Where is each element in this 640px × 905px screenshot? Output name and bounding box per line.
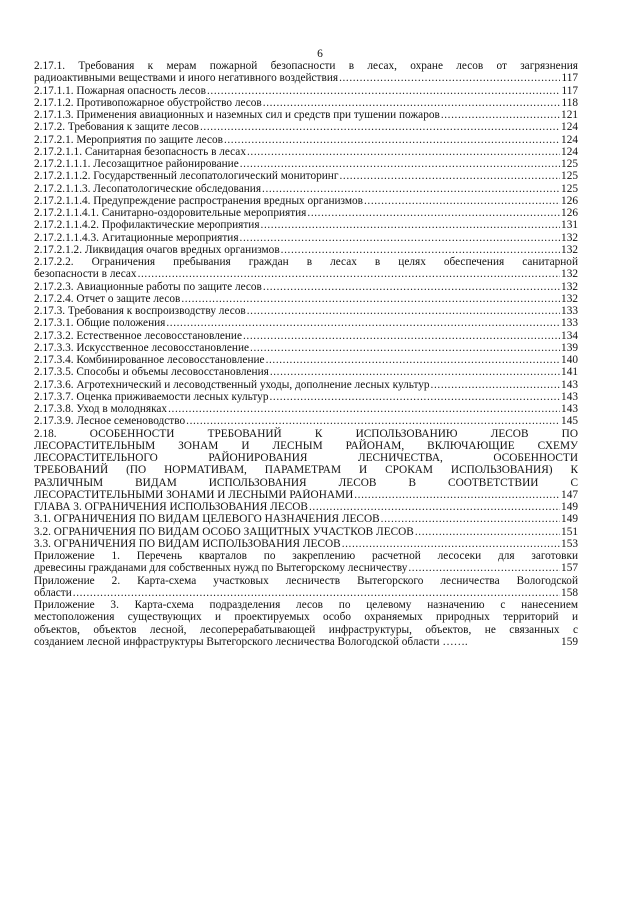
toc-page-number: 125 [561, 158, 578, 170]
toc-entry-title: 2.17.3.4. Комбинированное лесовосстановление [34, 354, 265, 366]
toc-entry-line: объектов, объектов лесной, лесоперерабатывающей инфраструктуры, объектов, не связанных с [34, 623, 578, 636]
toc-entry-title: 2.17.2.1.2. Ликвидация очагов вредных организмов [34, 243, 280, 256]
toc-page-number: 132 [561, 268, 578, 281]
dot-leader [166, 317, 560, 329]
dot-leader [73, 587, 560, 599]
toc-entry-title: 2.17.2.1.1.2. Государственный лесопатологический мониторинг [34, 170, 339, 183]
toc-entry-line: Приложение 3. Карта-схема подразделения лесов по целевому назначению с нанесением [34, 599, 578, 611]
toc-entry-title: 2.17.2.1.1.4.3. Агитационные мероприятия [34, 231, 239, 244]
dot-leader [309, 501, 560, 513]
dot-leader [263, 281, 560, 293]
dot-leader [138, 268, 560, 280]
toc-entry-title: области [34, 586, 72, 599]
toc-entry-title: 2.17.2.1.1.1. Лесозащитное районирование [34, 158, 239, 170]
toc-entry[interactable] [34, 342, 578, 354]
toc-entry[interactable] [34, 146, 578, 158]
toc-page-number: 117 [561, 84, 578, 97]
toc-entry[interactable] [34, 317, 578, 329]
dot-leader [307, 207, 560, 219]
toc-entry[interactable] [34, 170, 578, 182]
dot-leader [181, 293, 560, 305]
toc-page-number: 141 [561, 366, 578, 379]
toc-page-number: 124 [561, 145, 578, 158]
toc-entry[interactable] [34, 60, 578, 85]
toc-page-number: 132 [561, 280, 578, 293]
dot-leader [270, 366, 560, 378]
dot-leader [261, 219, 561, 231]
toc-entry-title: 2.17.2.1. Мероприятия по защите лесов [34, 133, 223, 146]
toc-entry-title: 2.17.2.1.1. Санитарная безопасность в лесах [34, 145, 246, 158]
toc-entry[interactable] [34, 538, 578, 550]
toc-entry-line: 2.17.1. Требования к мерам пожарной безопасности в лесах, охране лесов от загрязнения [34, 60, 578, 72]
toc-entry-line: ЛЕСОРАСТИТЕЛЬНЫМ ЗОНАМ И ЛЕСНЫМ РАЙОНАМ, ВКЛЮЧАЮЩИЕ СХЕМУ [34, 439, 578, 452]
toc-entry-title: радиоактивными веществами и иного негативного воздействия [34, 72, 339, 85]
toc-entry[interactable] [34, 195, 578, 207]
toc-entry-title: безопасности в лесах [34, 268, 137, 281]
toc-page-number: 133 [561, 317, 578, 330]
dot-leader [243, 330, 560, 342]
dot-leader [408, 562, 560, 574]
dot-leader [207, 85, 560, 97]
toc-page-number: 143 [561, 390, 578, 403]
toc-entry[interactable] [34, 207, 578, 219]
toc-entry[interactable] [34, 415, 578, 427]
toc-page-number: 149 [561, 501, 578, 513]
page-number: 6 [317, 48, 323, 60]
toc-entry[interactable] [34, 121, 578, 133]
toc-entry-line: местоположения существующих и проектируемых особо охраняемых природных территорий и [34, 611, 578, 624]
dot-leader [364, 195, 560, 207]
toc-page-number: 132 [561, 292, 578, 305]
toc-page-number: 117 [561, 72, 578, 85]
toc-entry-title: 2.17.2. Требования к защите лесов [34, 121, 199, 134]
toc-entry-line: ТРЕБОВАНИЙ (ПО НОРМАТИВАМ, ПАРАМЕТРАМ И СРОКАМ ИСПОЛЬЗОВАНИЯ) К [34, 464, 578, 477]
toc-entry[interactable] [34, 232, 578, 244]
toc-page-number: 132 [561, 231, 578, 244]
dot-leader [269, 391, 560, 403]
toc-page-number: 158 [561, 586, 578, 599]
toc-entry-title: 2.17.1.1. Пожарная опасность лесов [34, 84, 206, 97]
toc-entry[interactable] [34, 575, 578, 600]
dot-leader [247, 305, 560, 317]
toc-entry-title: 2.17.2.1.1.4.2. Профилактические мероприятия [34, 219, 260, 232]
dot-leader [240, 158, 560, 170]
toc-page-number: 159 [561, 635, 578, 648]
toc-entry-line: Приложение 1. Перечень кварталов по закреплению расчетной лесосеки для заготовки [34, 550, 578, 562]
toc-entry[interactable] [34, 513, 578, 525]
toc-entry[interactable] [34, 501, 578, 513]
toc-entry[interactable] [34, 354, 578, 366]
toc-entry-title: 2.17.1.3. Применения авиационных и наземных сил и средств при тушении пожаров [34, 109, 440, 121]
dot-leader [441, 109, 560, 121]
toc-entry-title: 2.17.2.1.1.4. Предупреждение распространения вредных организмов [34, 194, 363, 207]
dot-leader [431, 379, 561, 391]
toc-page-number: 143 [561, 378, 578, 391]
toc-entry[interactable] [34, 109, 578, 121]
toc-entry[interactable] [34, 330, 578, 342]
toc-page-number: 126 [561, 194, 578, 207]
toc-entry[interactable] [34, 293, 578, 305]
toc-entry[interactable] [34, 526, 578, 538]
dot-leader [240, 232, 561, 244]
dot-leader [281, 244, 560, 256]
toc-entry[interactable] [34, 281, 578, 293]
toc-page-number: 157 [561, 562, 578, 575]
dot-leader [250, 342, 560, 354]
toc-entry[interactable] [34, 158, 578, 170]
toc-page-number: 143 [561, 403, 578, 415]
toc-page-number: 139 [561, 341, 578, 354]
dot-leader [339, 72, 560, 84]
toc-entry-title: 2.17.2.1.1.3. Лесопатологические обследования [34, 182, 262, 195]
toc-entry[interactable] [34, 244, 578, 256]
toc-page-number: 131 [561, 219, 578, 232]
toc-entry-line: 2.18. ОСОБЕННОСТИ ТРЕБОВАНИЙ К ИСПОЛЬЗОВАНИЮ ЛЕСОВ ПО [34, 427, 578, 440]
toc-page-number: 149 [561, 513, 578, 526]
toc-entry-title: 2.17.3.6. Агротехнический и лесоводственный уходы, дополнение лесных культур [34, 378, 430, 391]
toc-entry-title: 2.17.3.7. Оценка приживаемости лесных культур [34, 390, 269, 403]
toc-entry[interactable] [34, 403, 578, 415]
toc-page-number: 118 [561, 96, 578, 109]
toc-page-number: 147 [561, 488, 578, 501]
toc-entry-title: 2.17.3.2. Естественное лесовосстановление [34, 329, 242, 342]
toc-entry[interactable] [34, 305, 578, 317]
toc-page-number: 132 [561, 243, 578, 256]
toc-entry[interactable] [34, 219, 578, 231]
dot-leader [262, 183, 560, 195]
toc-entry-title: ГЛАВА 3. ОГРАНИЧЕНИЯ ИСПОЛЬЗОВАНИЯ ЛЕСОВ [34, 501, 308, 513]
dot-leader [339, 170, 560, 182]
toc-entry-line: Приложение 2. Карта-схема участковых лесничеств Вытегорского лесничества Вологодской [34, 574, 578, 587]
toc-page-number: 121 [561, 109, 578, 121]
toc-page-number: 153 [561, 537, 578, 550]
toc-page-number: 140 [561, 354, 578, 366]
toc-entry-title: 2.17.1.2. Противопожарное обустройство лесов [34, 96, 262, 109]
toc-entry-title: 3.3. ОГРАНИЧЕНИЯ ПО ВИДАМ ИСПОЛЬЗОВАНИЯ ЛЕСОВ [34, 537, 341, 550]
toc-entry-line: РАЗЛИЧНЫМ ВИДАМ ИСПОЛЬЗОВАНИЯ ЛЕСОВ В СООТВЕТСТВИИ С [34, 476, 578, 489]
toc-entry-title: древесины гражданами для собственных нужд по Вытегорскому лесничеству [34, 562, 408, 575]
toc-entry-title: 2.17.3.1. Общие положения [34, 317, 166, 330]
toc-page-number: 151 [561, 525, 578, 538]
table-of-contents [34, 60, 578, 648]
dot-leader [224, 134, 560, 146]
toc-entry-title: ЛЕСОРАСТИТЕЛЬНЫМИ ЗОНАМИ И ЛЕСНЫМИ РАЙОНАМИ [34, 488, 354, 501]
toc-page-number: 124 [561, 133, 578, 146]
toc-entry-title: созданием лесной инфраструктуры Вытегорского лесничества Вологодской области ……. [34, 635, 468, 648]
toc-entry-title: 2.17.3.3. Искусственное лесовосстановление [34, 341, 250, 354]
toc-entry[interactable] [34, 134, 578, 146]
dot-leader [186, 415, 560, 427]
toc-entry-title: 2.17.2.1.1.4.1. Санитарно-оздоровительные мероприятия [34, 207, 307, 219]
toc-entry[interactable] [34, 183, 578, 195]
toc-page-number: 126 [561, 207, 578, 219]
toc-page-number: 124 [561, 121, 578, 134]
dot-leader [247, 146, 560, 158]
toc-entry-title: 2.17.2.4. Отчет о защите лесов [34, 292, 181, 305]
toc-page-number: 134 [561, 329, 578, 342]
toc-entry[interactable] [34, 366, 578, 378]
toc-entry[interactable] [34, 550, 578, 575]
toc-entry[interactable] [34, 85, 578, 97]
toc-entry-title: 2.17.3.5. Способы и объемы лесовосстановления [34, 366, 269, 379]
toc-entry-title: 2.17.3.8. Уход в молодняках [34, 403, 168, 415]
dot-leader [266, 354, 560, 366]
toc-entry[interactable] [34, 428, 578, 502]
toc-entry-title: 2.17.2.3. Авиационные работы по защите лесов [34, 280, 262, 293]
toc-entry[interactable] [34, 256, 578, 281]
toc-entry-line: ЛЕСОРАСТИТЕЛЬНОГО РАЙОНИРОВАНИЯ ЛЕСНИЧЕСТВА, ОСОБЕННОСТИ [34, 452, 578, 464]
toc-entry-title: 2.17.3.9. Лесное семеноводство [34, 415, 186, 428]
toc-entry-line: 2.17.2.2. Ограничения пребывания граждан в лесах в целях обеспечения санитарной [34, 256, 578, 268]
toc-entry-title: 3.1. ОГРАНИЧЕНИЯ ПО ВИДАМ ЦЕЛЕВОГО НАЗНАЧЕНИЯ ЛЕСОВ [34, 513, 380, 526]
dot-leader [200, 121, 560, 133]
dot-leader [263, 97, 561, 109]
dot-leader [342, 538, 560, 550]
toc-entry[interactable] [34, 391, 578, 403]
toc-entry-title: 2.17.3. Требования к воспроизводству лесов [34, 305, 246, 317]
dot-leader [381, 513, 560, 525]
dot-leader [354, 489, 560, 501]
toc-page-number: 125 [561, 170, 578, 183]
dot-leader [168, 403, 560, 415]
toc-entry[interactable] [34, 97, 578, 109]
dot-leader [415, 526, 560, 538]
toc-entry[interactable] [34, 379, 578, 391]
toc-entry[interactable] [34, 599, 578, 648]
toc-entry-title: 3.2. ОГРАНИЧЕНИЯ ПО ВИДАМ ОСОБО ЗАЩИТНЫХ УЧАСТКОВ ЛЕСОВ [34, 525, 414, 538]
toc-page-number: 133 [561, 305, 578, 317]
toc-page-number: 125 [561, 182, 578, 195]
toc-page-number: 145 [561, 415, 578, 428]
